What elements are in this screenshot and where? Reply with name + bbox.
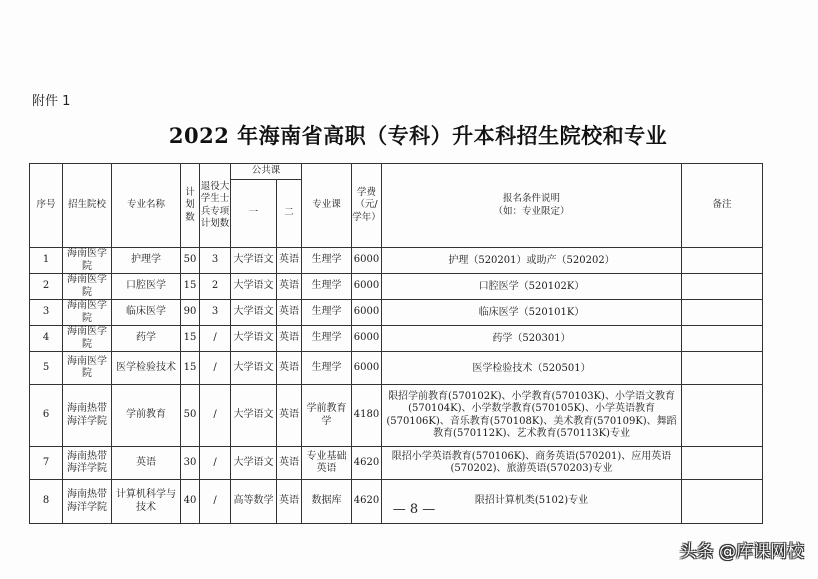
cell-public1: 高等数学 (231, 480, 277, 524)
cell-plan: 15 (181, 274, 200, 300)
header-veteran-plan: 退役大学生士兵专项计划数 (200, 164, 231, 248)
header-plan: 计划数 (181, 164, 200, 248)
table-row (30, 300, 763, 326)
cell-major-course: 生理学 (302, 248, 352, 274)
cell-public1: 大学语文 (231, 248, 277, 274)
header-school: 招生院校 (63, 164, 112, 248)
table-row (30, 248, 763, 274)
cell-public2: 英语 (277, 385, 302, 447)
cell-major: 学前教育 (112, 385, 181, 447)
cell-public2: 英语 (277, 447, 302, 480)
header-conditions (382, 164, 682, 248)
header-major-course: 专业课 (302, 164, 352, 248)
cell-major: 药学 (112, 326, 181, 352)
cell-major-course: 学前教育学 (302, 385, 352, 447)
cell-conditions: 药学（520301） (382, 326, 682, 352)
cell-conditions: 限招学前教育(570102K)、小学教育(570103K)、小学语文教育(570104K)、小学数学教育(570105K)、小学英语教育(570106K)、音乐教育(570108K)、美术教育(570109K)、舞蹈教育(570112K)、艺术教育(570113K)专业 (382, 385, 682, 447)
cell-seq: 8 (30, 480, 63, 524)
cell-public1: 大学语文 (231, 274, 277, 300)
cell-veteran: / (200, 480, 231, 524)
cell-major: 医学检验技术 (112, 352, 181, 385)
cell-major: 护理学 (112, 248, 181, 274)
cell-veteran: 2 (200, 274, 231, 300)
cell-conditions: 临床医学（520101K） (382, 300, 682, 326)
cell-tuition: 6000 (352, 352, 382, 385)
cell-school: 海南医学院 (63, 300, 112, 326)
header-seq: 序号 (30, 164, 63, 248)
table-row (30, 447, 763, 480)
cell-public1: 大学语文 (231, 385, 277, 447)
table-row (30, 326, 763, 352)
cell-remarks (682, 248, 763, 274)
cell-conditions: 医学检验技术（520501） (382, 352, 682, 385)
cell-remarks (682, 300, 763, 326)
cell-seq: 2 (30, 274, 63, 300)
cell-public2: 英语 (277, 352, 302, 385)
cell-public2: 英语 (277, 274, 302, 300)
cell-tuition: 4620 (352, 447, 382, 480)
cell-tuition: 6000 (352, 248, 382, 274)
cell-plan: 50 (181, 248, 200, 274)
cell-seq: 4 (30, 326, 63, 352)
cell-school: 海南医学院 (63, 326, 112, 352)
cell-plan: 15 (181, 326, 200, 352)
cell-veteran: / (200, 352, 231, 385)
cell-remarks (682, 385, 763, 447)
header-remarks: 备注 (682, 164, 763, 248)
cell-tuition: 6000 (352, 300, 382, 326)
cell-plan: 90 (181, 300, 200, 326)
table-row (30, 352, 763, 385)
cell-public1: 大学语文 (231, 352, 277, 385)
cell-plan: 15 (181, 352, 200, 385)
cell-remarks (682, 447, 763, 480)
cell-seq: 7 (30, 447, 63, 480)
cell-tuition: 4180 (352, 385, 382, 447)
cell-major-course: 生理学 (302, 326, 352, 352)
cell-tuition: 6000 (352, 326, 382, 352)
cell-conditions: 限招小学英语教育(570106K)、商务英语(570201)、应用英语(570202)、旅游英语(570203)专业 (382, 447, 682, 480)
cell-veteran: / (200, 385, 231, 447)
table-row (30, 274, 763, 300)
cell-remarks (682, 352, 763, 385)
header-public-2: 二 (277, 180, 302, 248)
cell-major-course: 生理学 (302, 274, 352, 300)
header-public-course: 公共课 (231, 164, 302, 180)
cell-public1: 大学语文 (231, 326, 277, 352)
cell-major-course: 生理学 (302, 300, 352, 326)
cell-remarks (682, 274, 763, 300)
header-conditions-subtitle: （如：专业限定） (493, 205, 570, 217)
cell-public2: 英语 (277, 300, 302, 326)
cell-plan: 40 (181, 480, 200, 524)
cell-school: 海南医学院 (63, 352, 112, 385)
watermark: 头条 @库课网校 (679, 542, 804, 562)
cell-school: 海南医学院 (63, 248, 112, 274)
cell-seq: 6 (30, 385, 63, 447)
cell-remarks (682, 326, 763, 352)
attachment-label: 附件 1 (32, 94, 71, 109)
cell-public2: 英语 (277, 326, 302, 352)
cell-public2: 英语 (277, 248, 302, 274)
header-conditions-title: 报名条件说明 (503, 193, 561, 204)
page-number: — 8 — (392, 502, 436, 517)
header-major: 专业名称 (112, 164, 181, 248)
cell-veteran: / (200, 326, 231, 352)
cell-veteran: / (200, 447, 231, 480)
cell-plan: 50 (181, 385, 200, 447)
cell-major: 英语 (112, 447, 181, 480)
cell-school: 海南热带海洋学院 (63, 480, 112, 524)
cell-conditions: 口腔医学（520102K） (382, 274, 682, 300)
cell-major: 临床医学 (112, 300, 181, 326)
enrollment-table (29, 163, 763, 524)
cell-plan: 30 (181, 447, 200, 480)
document-title: 2022 年海南省高职（专科）升本科招生院校和专业 (168, 123, 668, 148)
cell-public1: 大学语文 (231, 447, 277, 480)
cell-major: 口腔医学 (112, 274, 181, 300)
header-public-1: 一 (231, 180, 277, 248)
cell-major-course: 生理学 (302, 352, 352, 385)
cell-school: 海南热带海洋学院 (63, 385, 112, 447)
cell-veteran: 3 (200, 248, 231, 274)
cell-conditions: 护理（520201）或助产（520202） (382, 248, 682, 274)
cell-veteran: 3 (200, 300, 231, 326)
header-tuition: 学费（元/学年） (352, 164, 382, 248)
cell-seq: 3 (30, 300, 63, 326)
cell-major-course: 数据库 (302, 480, 352, 524)
cell-major: 计算机科学与技术 (112, 480, 181, 524)
table-row (30, 385, 763, 447)
cell-public2: 英语 (277, 480, 302, 524)
cell-school: 海南医学院 (63, 274, 112, 300)
cell-school: 海南热带海洋学院 (63, 447, 112, 480)
header-row (30, 164, 763, 180)
cell-tuition: 4620 (352, 480, 382, 524)
cell-seq: 5 (30, 352, 63, 385)
cell-major-course: 专业基础英语 (302, 447, 352, 480)
cell-tuition: 6000 (352, 274, 382, 300)
cell-seq: 1 (30, 248, 63, 274)
cell-public1: 大学语文 (231, 300, 277, 326)
cell-conditions: 限招计算机类(5102)专业 (382, 480, 682, 524)
